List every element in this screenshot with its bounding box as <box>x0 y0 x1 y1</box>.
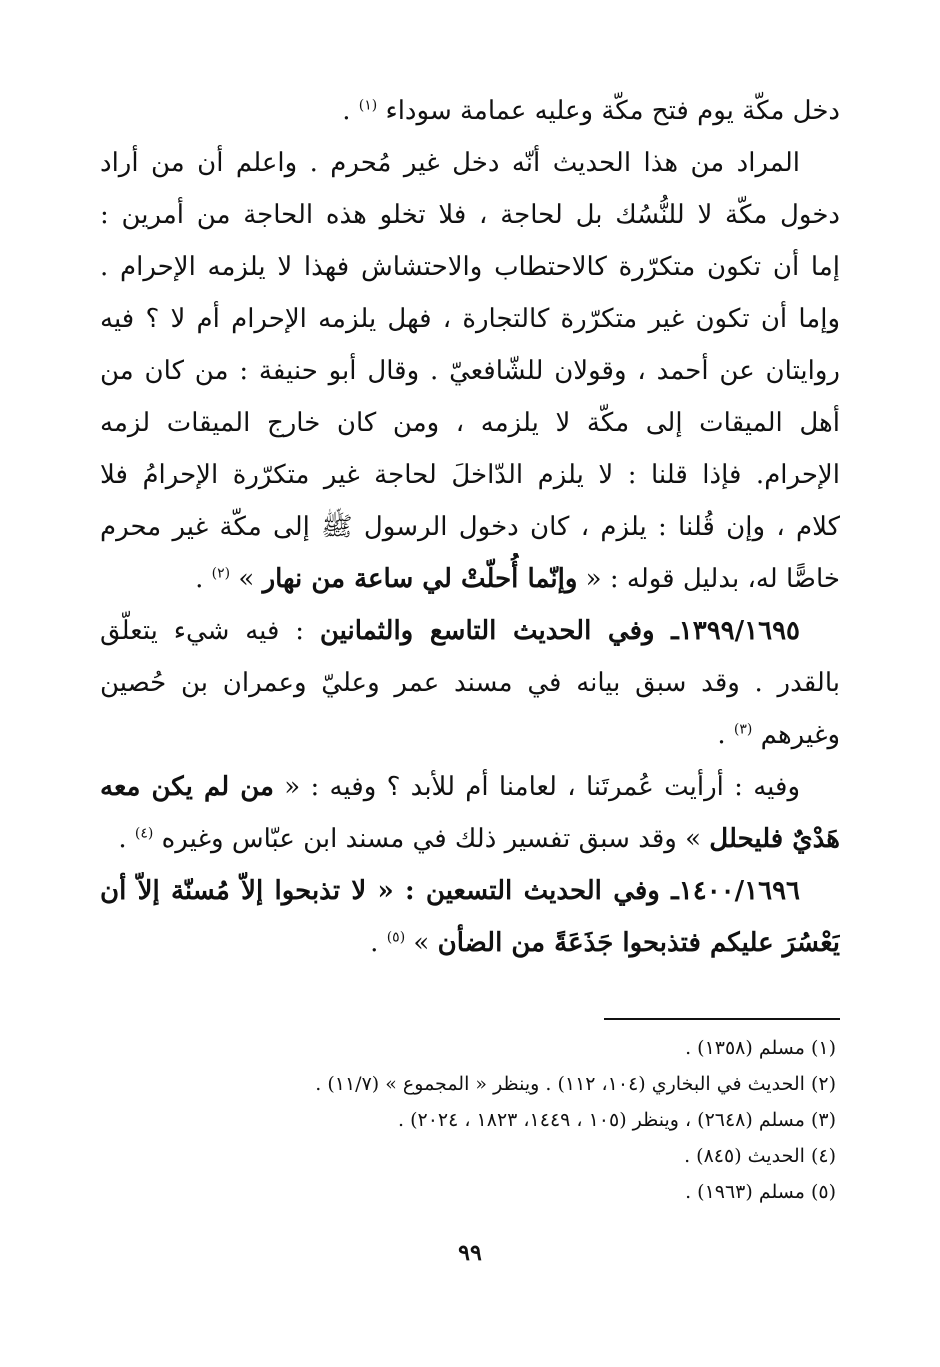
text-line: دخول مكّة لا للنُّسُك بل لحاجة ، فلا تخلو هذه الحاجة من أمرين : <box>100 200 840 230</box>
footnote: (٥) مسلم (١٩٦٣) . <box>685 1181 836 1203</box>
text-line: وإما أن تكون غير متكرّرة كالتجارة ، فهل يلزمه الإحرام أم لا ؟ فيه <box>100 304 840 334</box>
text-line: روايتان عن أحمد ، وقولان للشّافعيّ . وقال أبو حنيفة : من كان من <box>100 356 840 386</box>
hadith-quote: من لم يكن معه <box>100 772 274 802</box>
footnote-ref: (٢) <box>211 565 231 582</box>
body-text <box>100 85 840 969</box>
text-span: . <box>717 720 726 750</box>
footnote: (٢) الحديث في البخاري (١٠٤، ١١٢) . وينظر « المجموع » (١١/٧) . <box>315 1073 836 1095</box>
text-span: » <box>413 928 438 958</box>
text-line <box>100 917 840 969</box>
text-span: خاصًّا له، بدليل قوله : « <box>577 564 840 594</box>
footnote-ref: (٥) <box>386 929 406 946</box>
page-number: ٩٩ <box>458 1240 482 1266</box>
text-line: بالقدر . وقد سبق بيانه في مسند عمر وعليّ وعمران بن حُصين <box>100 668 840 698</box>
hadith-quote: يَعْسُرَ عليكم فتذبحوا جَذَعَةً من الضأن <box>437 928 840 958</box>
text-span: . <box>118 824 127 854</box>
footnote-ref: (١) <box>358 97 378 114</box>
text-line <box>100 813 840 865</box>
text-line: إما أن تكون متكرّرة كالاحتطاب والاحتشاش فهذا لا يلزمه الإحرام . <box>100 252 840 282</box>
footnote: (١) مسلم (١٣٥٨) . <box>685 1037 836 1059</box>
text-line <box>100 761 840 813</box>
text-span: وغيرهم <box>760 720 840 750</box>
text-span: : فيه شيء يتعلّق <box>100 616 320 646</box>
text-span: دخل مكّة يوم فتح مكّة وعليه عمامة سوداء <box>385 96 840 126</box>
text-span: » <box>238 564 263 594</box>
hadith-heading: ١٤٠٠/١٦٩٦ـ وفي الحديث التسعين : « لا تذبحوا إلاّ مُسنّة إلاّ أن <box>100 876 800 906</box>
hadith-quote: هَدْيٌ فليحلل <box>709 824 840 854</box>
footnote: (٣) مسلم (٢٦٤٨) ، وينظر (١٠٥ ، ١٤٤٩، ١٨٢٣ ، ٢٠٢٤) . <box>398 1109 836 1131</box>
text-line: أهل الميقات إلى مكّة لا يلزمه ، ومن كان خارج الميقات لزمه <box>100 408 840 438</box>
text-line: كلام ، وإن قُلنا : يلزم ، كان دخول الرسول ﷺ إلى مكّة غير محرم <box>100 512 840 542</box>
text-line <box>100 553 840 605</box>
hadith-quote: وإنّما أُحلّتْ لي ساعة من نهار <box>262 564 578 594</box>
text-span: . <box>195 564 204 594</box>
text-span: » وقد سبق تفسير ذلك في مسند ابن عبّاس وغيره <box>161 824 710 854</box>
hadith-heading: ١٣٩٩/١٦٩٥ـ وفي الحديث التاسع والثمانين <box>319 616 800 646</box>
text-line: الإحرام. فإذا قلنا : لا يلزم الدّاخلَ لحاجة غير متكرّرة الإحرامُ فلا <box>100 460 840 490</box>
footnote-ref: (٣) <box>733 721 753 738</box>
text-line <box>100 709 840 761</box>
footnote-divider <box>604 1018 840 1020</box>
text-span: . <box>370 928 379 958</box>
text-line: المراد من هذا الحديث أنّه دخل غير مُحرم . واعلم أن من أراد <box>100 148 800 178</box>
text-span: . <box>342 96 351 126</box>
text-line <box>100 865 840 917</box>
text-line <box>100 85 840 137</box>
footnotes <box>100 1030 836 1210</box>
footnote: (٤) الحديث (٨٤٥) . <box>684 1145 836 1167</box>
text-line <box>100 605 840 657</box>
footnote-ref: (٤) <box>134 825 154 842</box>
text-span: وفيه : أرأيت عُمرتَنا ، لعامنا أم للأبد ؟ وفيه : « <box>273 772 801 802</box>
